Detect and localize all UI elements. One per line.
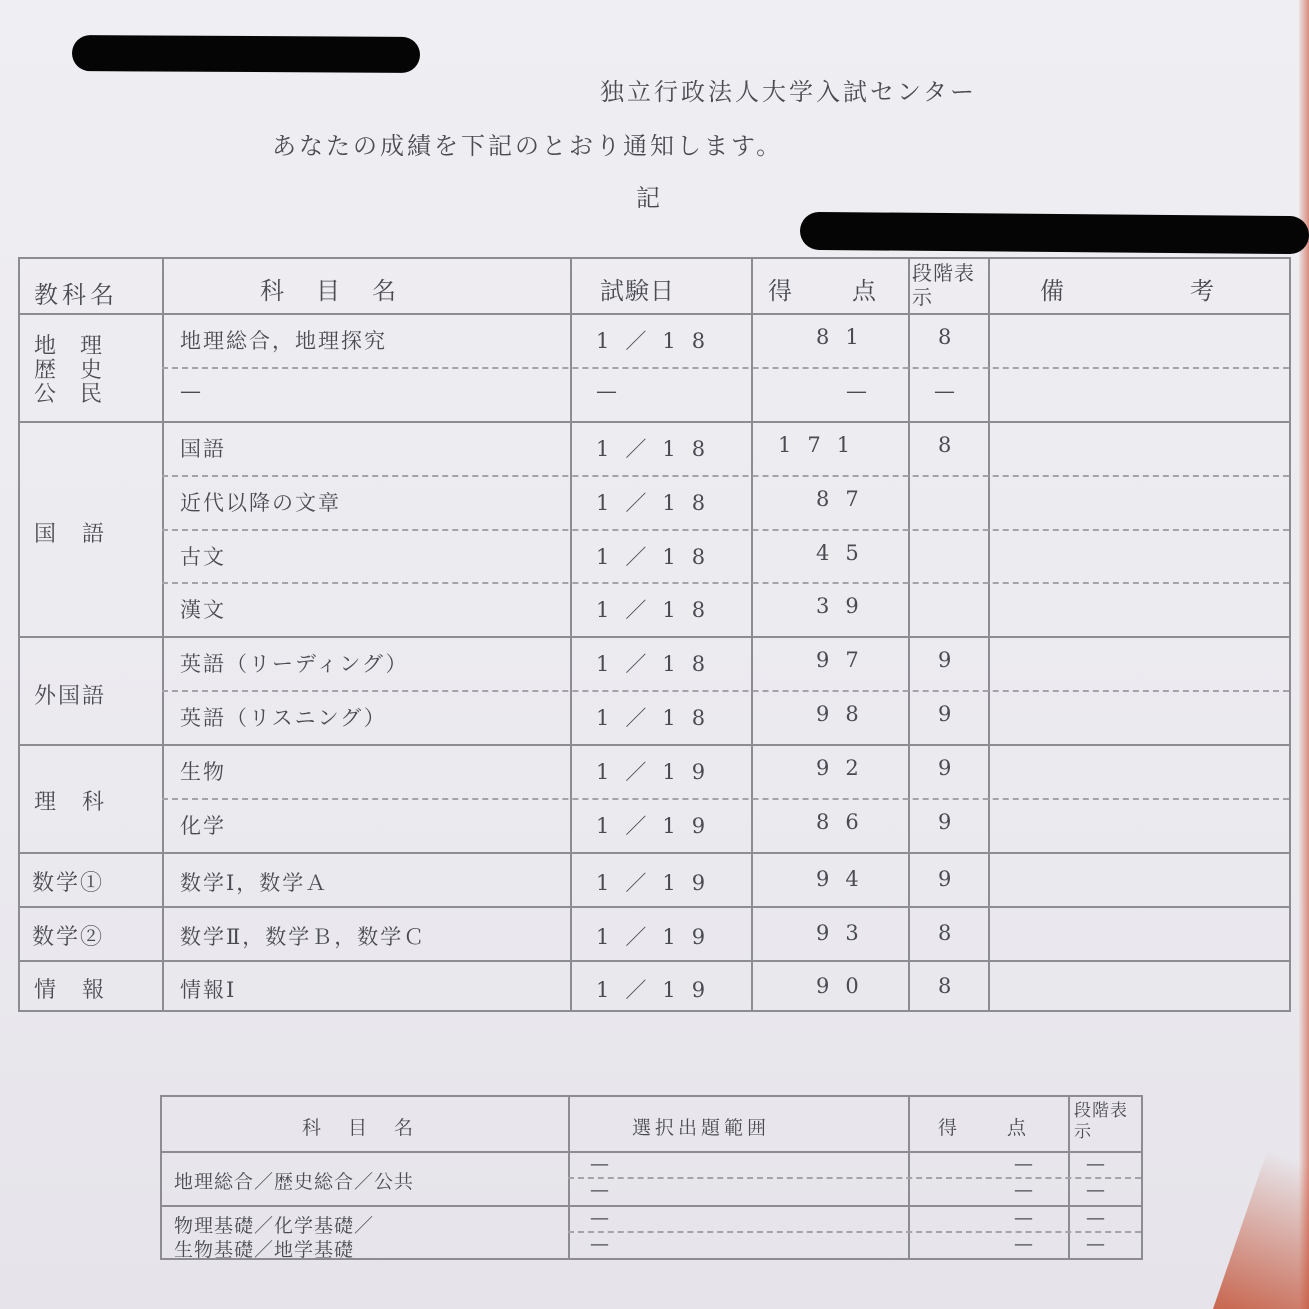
exam-date: 1／18 (596, 706, 722, 730)
group-math-2: 数学② (32, 925, 105, 950)
group-foreign-language: 外国語 (34, 684, 107, 709)
subrow-divider (162, 367, 1289, 369)
subrow-divider (162, 690, 1289, 692)
group-japanese: 国 語 (34, 522, 107, 547)
level: 8 (938, 974, 954, 998)
score: 45 (816, 541, 875, 565)
row-divider (20, 744, 1289, 746)
header-remarks: 備 考 (1040, 277, 1220, 305)
ki-label: 記 (636, 184, 660, 212)
col-divider (162, 259, 164, 1010)
sub-range: — (590, 1207, 611, 1229)
exam-date: 1／19 (596, 760, 722, 784)
subject-name: 英語（リスニング） (180, 706, 387, 730)
sub-subject-name: 物理基礎／化学基礎／ (174, 1215, 375, 1237)
level: 9 (938, 648, 954, 672)
redaction-bar (72, 35, 420, 73)
subject-name: 生物 (180, 760, 226, 784)
sub-header-level: 段階表示 (1074, 1101, 1128, 1142)
row-divider (20, 313, 1289, 315)
exam-date: 1／18 (596, 491, 722, 515)
sub-score: — (1014, 1207, 1035, 1229)
sub-subject-name: 生物基礎／地学基礎 (174, 1239, 355, 1261)
subject-name: 漢文 (180, 598, 226, 622)
level: 8 (938, 433, 954, 457)
sub-level: — (1086, 1233, 1107, 1255)
subrow-divider (568, 1231, 1141, 1233)
sub-level: — (1086, 1179, 1107, 1201)
sub-score: — (1014, 1153, 1035, 1175)
redaction-bar (800, 212, 1309, 254)
sub-level: — (1086, 1207, 1107, 1229)
sub-level: — (1086, 1153, 1107, 1175)
subject-name: 近代以降の文章 (180, 491, 341, 515)
exam-date: 1／18 (596, 545, 722, 569)
level: 8 (938, 921, 954, 945)
exam-date: 1／19 (596, 871, 722, 895)
score: 81 (816, 325, 875, 349)
score: 86 (816, 810, 875, 834)
col-divider (751, 259, 753, 1010)
row-divider (20, 960, 1289, 962)
row-divider (20, 636, 1289, 638)
header-score: 得 点 (768, 277, 880, 305)
group-math-1: 数学① (32, 871, 105, 896)
score: 87 (816, 487, 875, 511)
level: 9 (938, 702, 954, 726)
sub-header-subject: 科 目 名 (302, 1117, 418, 1139)
sub-range: — (590, 1233, 611, 1255)
notice-text: あなたの成績を下記のとおり通知します。 (272, 132, 784, 160)
subrow-divider (162, 475, 1289, 477)
sub-header-score: 得 点 (938, 1117, 1031, 1139)
subject-name: — (180, 379, 203, 403)
sub-score: — (1014, 1179, 1035, 1201)
header-exam-date: 試験日 (600, 277, 675, 305)
subject-name: 数学Ⅱ，数学Ｂ，数学Ｃ (180, 925, 427, 949)
score: 98 (816, 702, 875, 726)
score: 93 (816, 921, 875, 945)
level: 9 (938, 756, 954, 780)
score: 92 (816, 756, 875, 780)
exam-date: 1／18 (596, 598, 722, 622)
exam-date: 1／19 (596, 814, 722, 838)
level: 9 (938, 867, 954, 891)
sub-range: — (590, 1179, 611, 1201)
score: 90 (816, 974, 875, 998)
row-divider (162, 1151, 1141, 1153)
row-divider (20, 852, 1289, 854)
score: 97 (816, 648, 875, 672)
level: — (934, 379, 957, 403)
subject-name: 数学Ⅰ，数学Ａ (180, 871, 329, 895)
row-divider (162, 1205, 1141, 1207)
score: 94 (816, 867, 875, 891)
score: 171 (778, 433, 867, 457)
subject-name: 国語 (180, 437, 226, 461)
score: — (846, 379, 869, 403)
row-divider (20, 906, 1289, 908)
sub-header-range: 選択出題範囲 (632, 1117, 771, 1139)
group-science: 理 科 (34, 790, 107, 815)
header-level: 段階表示 (912, 261, 975, 309)
group-information: 情 報 (34, 978, 107, 1003)
exam-date: 1／19 (596, 925, 722, 949)
organization-name: 独立行政法人大学入試センター (600, 78, 978, 106)
subject-name: 化学 (180, 814, 226, 838)
level: 9 (938, 810, 954, 834)
sub-range: — (590, 1153, 611, 1175)
subrow-divider (162, 798, 1289, 800)
subrow-divider (162, 529, 1289, 531)
score-table (18, 257, 1291, 1012)
subject-name: 情報Ⅰ (180, 978, 237, 1002)
header-subject-name: 科 目 名 (260, 277, 400, 305)
optional-subjects-table (160, 1095, 1143, 1260)
subrow-divider (568, 1177, 1141, 1179)
col-divider (908, 259, 910, 1010)
row-divider (20, 421, 1289, 423)
header-subject-group: 教科名 (34, 281, 118, 309)
subject-name: 地理総合，地理探究 (180, 329, 387, 353)
level: 8 (938, 325, 954, 349)
col-divider (988, 259, 990, 1010)
sub-score: — (1014, 1233, 1035, 1255)
exam-date: 1／18 (596, 329, 722, 353)
sub-subject-name: 地理総合／歴史総合／公共 (174, 1171, 415, 1193)
exam-date: 1／18 (596, 652, 722, 676)
exam-date: 1／18 (596, 437, 722, 461)
group-geo-history-civics: 地 理 歴 史 公 民 (34, 334, 104, 407)
subrow-divider (162, 582, 1289, 584)
exam-date: — (596, 379, 619, 403)
col-divider (570, 259, 572, 1010)
subject-name: 英語（リーディング） (180, 652, 409, 676)
score: 39 (816, 594, 875, 618)
subject-name: 古文 (180, 545, 226, 569)
exam-date: 1／19 (596, 978, 722, 1002)
